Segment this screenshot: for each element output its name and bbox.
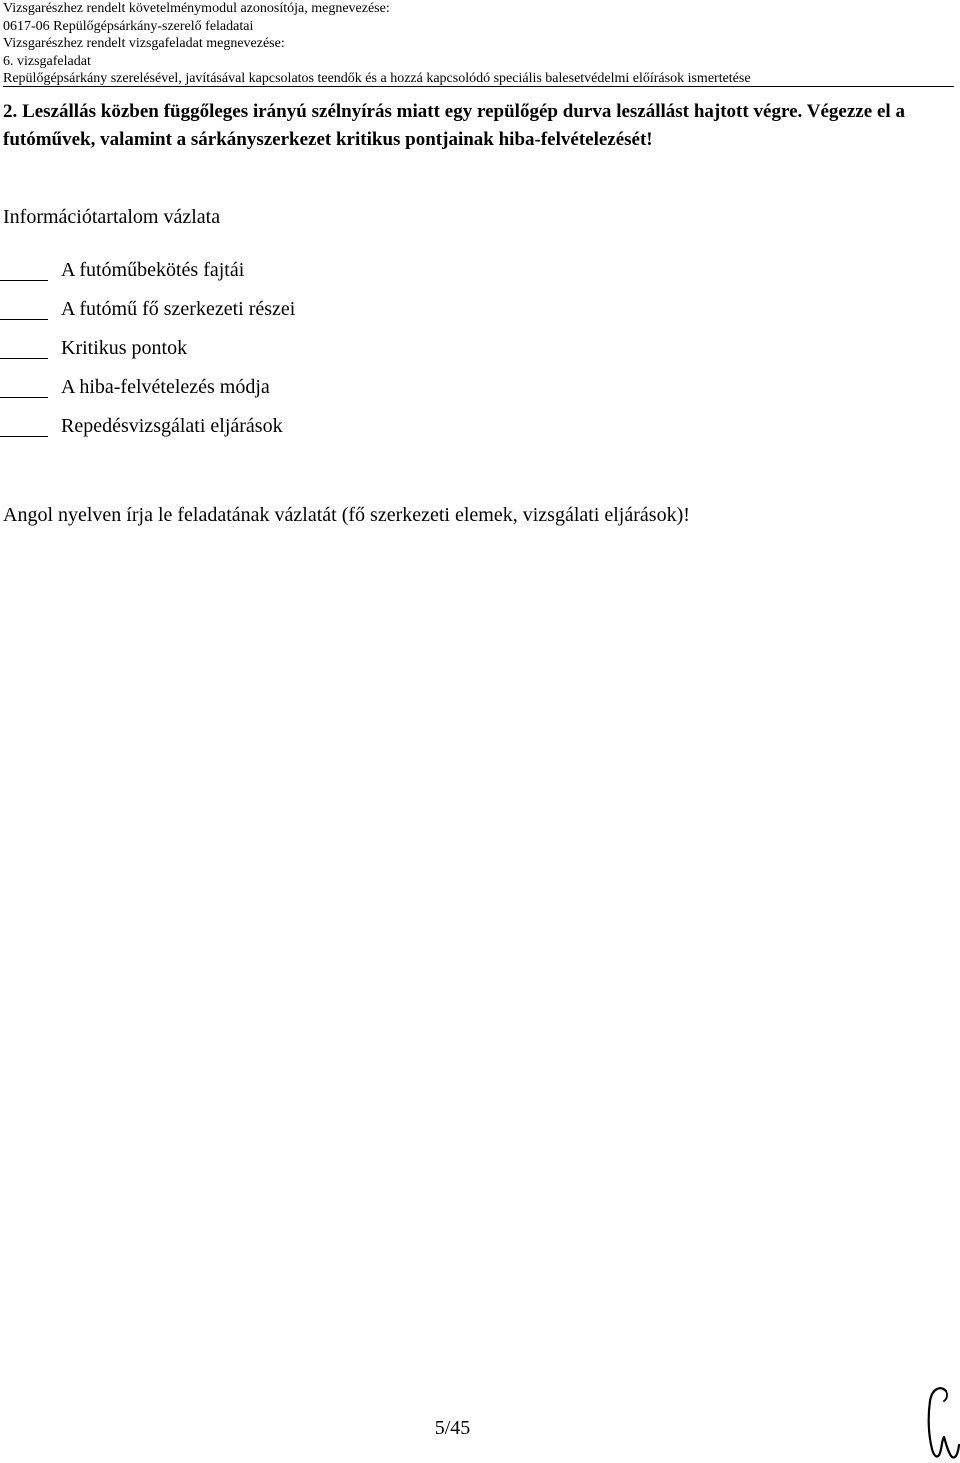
document-header (3, 0, 953, 88)
dash-bullet-icon (0, 319, 48, 320)
header-line-module-label: Vizsgarészhez rendelt követelménymodul azonosítója, megnevezése: (3, 1, 390, 16)
dash-bullet-icon (0, 397, 48, 398)
header-line-module-name: 0617-06 Repülőgépsárkány-szerelő feladatai (3, 18, 254, 34)
header-line-task-label: Vizsgarészhez rendelt vizsgafeladat megnevezése: (3, 36, 285, 51)
header-divider (3, 86, 954, 87)
task-statement: 2. Leszállás közben függőleges irányú szélnyírás miatt egy repülőgép durva leszállást hajtott végre. Végezze el a futóművek, valamint a sárkányszerkezet kritikus pontjainak hiba-felvételezését! (3, 101, 905, 150)
list-item-label: A futóműbekötés fajtái (61, 259, 245, 281)
header-line-task-name: Repülőgépsárkány szerelésével, javításával kapcsolatos teendők és a hozzá kapcsolódó speciális balesetvédelmi előírások ismertetése (3, 71, 751, 86)
dash-bullet-icon (0, 358, 48, 359)
page-number: 5/45 (434, 1417, 471, 1439)
list-item-label: Kritikus pontok (61, 337, 188, 359)
dash-bullet-icon (0, 280, 48, 281)
list-item-label: Repedésvizsgálati eljárások (61, 415, 283, 437)
header-line-task-number: 6. vizsgafeladat (3, 53, 91, 69)
instruction-text: Angol nyelven írja le feladatának vázlatát (fő szerkezeti elemek, vizsgálati eljárások)! (3, 504, 690, 526)
list-item-label: A hiba-felvételezés módja (61, 376, 270, 398)
dash-bullet-icon (0, 436, 48, 437)
outline-title: Információtartalom vázlata (3, 206, 221, 228)
signature-icon (918, 1383, 960, 1463)
list-item-label: A futómű fő szerkezeti részei (61, 298, 296, 320)
